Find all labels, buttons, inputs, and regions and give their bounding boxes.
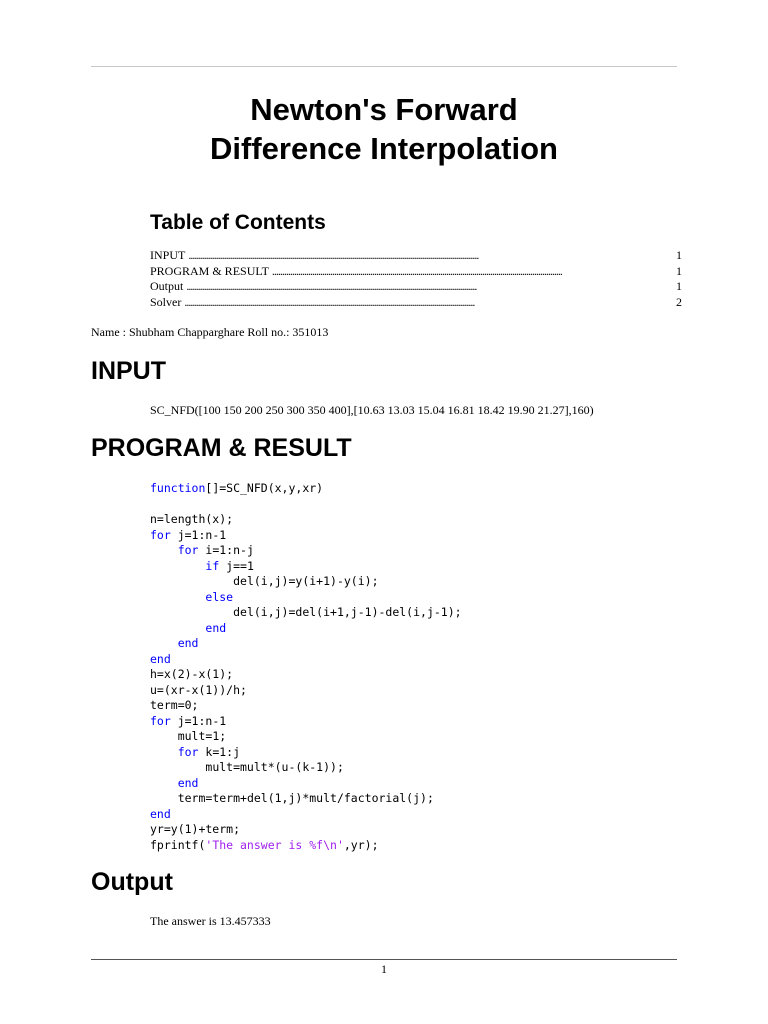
toc-entry-label: Solver xyxy=(150,295,182,310)
code-text: u=(xr-x(1))/h; xyxy=(150,682,247,697)
document-title xyxy=(0,90,768,168)
code-text: mult=mult*(u-(k-1)); xyxy=(205,760,344,774)
code-text: j==1 xyxy=(219,558,254,573)
input-call: SC_NFD([100 150 200 250 300 350 400],[10.63 13.03 15.04 16.81 18.42 19.90 21.27],160) xyxy=(150,403,594,417)
code-keyword: end xyxy=(150,651,171,666)
table-of-contents xyxy=(150,248,682,311)
code-listing xyxy=(150,481,462,853)
code-line xyxy=(150,807,462,823)
section-heading-output: Output xyxy=(91,868,173,896)
toc-heading: Table of Contents xyxy=(150,211,326,234)
code-line xyxy=(150,528,462,544)
section-heading-input: INPUT xyxy=(91,357,166,385)
code-text: i=1:n-j xyxy=(198,543,254,557)
toc-leader-dots xyxy=(272,264,664,280)
code-line xyxy=(150,543,462,559)
toc-entry-page: 1 xyxy=(676,263,682,278)
code-line xyxy=(150,621,462,637)
code-line xyxy=(150,559,462,575)
title-line-2: Difference Interpolation xyxy=(210,131,558,166)
code-line xyxy=(150,745,462,761)
code-text: h=x(2)-x(1); xyxy=(150,667,234,681)
code-line xyxy=(150,760,462,776)
toc-leader-dots xyxy=(186,279,664,295)
code-keyword: else xyxy=(205,589,234,604)
code-line xyxy=(150,729,462,745)
toc-entry-label: INPUT xyxy=(150,248,186,262)
toc-entry-page: 1 xyxy=(676,248,682,262)
toc-leader-dots xyxy=(188,248,664,264)
header-rule xyxy=(91,66,677,67)
toc-entry-input[interactable] xyxy=(150,248,682,264)
code-keyword: for xyxy=(150,527,171,542)
code-text: del(i,j)=del(i+1,j-1)-del(i,j-1); xyxy=(233,605,462,619)
code-keyword: for xyxy=(177,744,199,759)
code-line xyxy=(150,683,462,699)
code-text: yr=y(1)+term; xyxy=(150,822,241,836)
code-text: []=SC_NFD(x,y,xr) xyxy=(205,481,324,495)
code-line xyxy=(150,590,462,606)
code-text: n=length(x); xyxy=(150,512,234,526)
title-line-1: Newton's Forward xyxy=(250,92,518,127)
footer-rule xyxy=(91,959,677,960)
code-keyword: for xyxy=(150,713,171,728)
toc-entry-page: 2 xyxy=(676,295,682,310)
code-line xyxy=(150,652,462,668)
code-keyword: end xyxy=(177,636,199,650)
code-line xyxy=(150,714,462,730)
code-line xyxy=(150,776,462,792)
code-line xyxy=(150,838,462,854)
toc-entry-program-result[interactable] xyxy=(150,264,682,280)
toc-entry-solver[interactable] xyxy=(150,295,682,311)
code-line xyxy=(150,512,462,528)
code-line xyxy=(150,667,462,683)
code-line xyxy=(150,574,462,590)
code-keyword: end xyxy=(205,620,227,635)
output-result: The answer is 13.457333 xyxy=(150,914,271,928)
code-text: k=1:j xyxy=(198,744,241,759)
toc-entry-output[interactable] xyxy=(150,279,682,295)
section-heading-program: PROGRAM & RESULT xyxy=(91,434,352,462)
code-line xyxy=(150,481,462,497)
code-line xyxy=(150,636,462,652)
code-keyword: end xyxy=(150,806,171,821)
code-text: mult=1; xyxy=(177,729,227,743)
code-text: ,yr); xyxy=(343,837,379,852)
code-keyword: if xyxy=(205,558,220,573)
code-keyword: end xyxy=(177,775,199,790)
code-text: fprintf( xyxy=(150,837,206,852)
toc-entry-label: PROGRAM & RESULT xyxy=(150,263,269,278)
code-line xyxy=(150,791,462,807)
code-keyword: for xyxy=(177,543,199,557)
code-line xyxy=(150,605,462,621)
code-string: 'The answer is %f\n' xyxy=(205,837,344,852)
code-line xyxy=(150,822,462,838)
author-line: Name : Shubham Chapparghare Roll no.: 351013 xyxy=(91,325,329,339)
page-number: 1 xyxy=(381,962,387,976)
toc-entry-label: Output xyxy=(150,279,184,294)
code-line xyxy=(150,497,462,513)
code-text: term=0; xyxy=(150,698,199,712)
code-text: j=1:n-1 xyxy=(170,713,227,728)
toc-entry-page: 1 xyxy=(676,279,682,294)
code-text: j=1:n-1 xyxy=(170,527,227,542)
code-keyword: function xyxy=(150,481,206,495)
code-text: del(i,j)=y(i+1)-y(i); xyxy=(233,574,379,588)
toc-leader-dots xyxy=(184,295,664,311)
code-text: term=term+del(1,j)*mult/factorial(j); xyxy=(177,791,434,805)
code-line xyxy=(150,698,462,714)
